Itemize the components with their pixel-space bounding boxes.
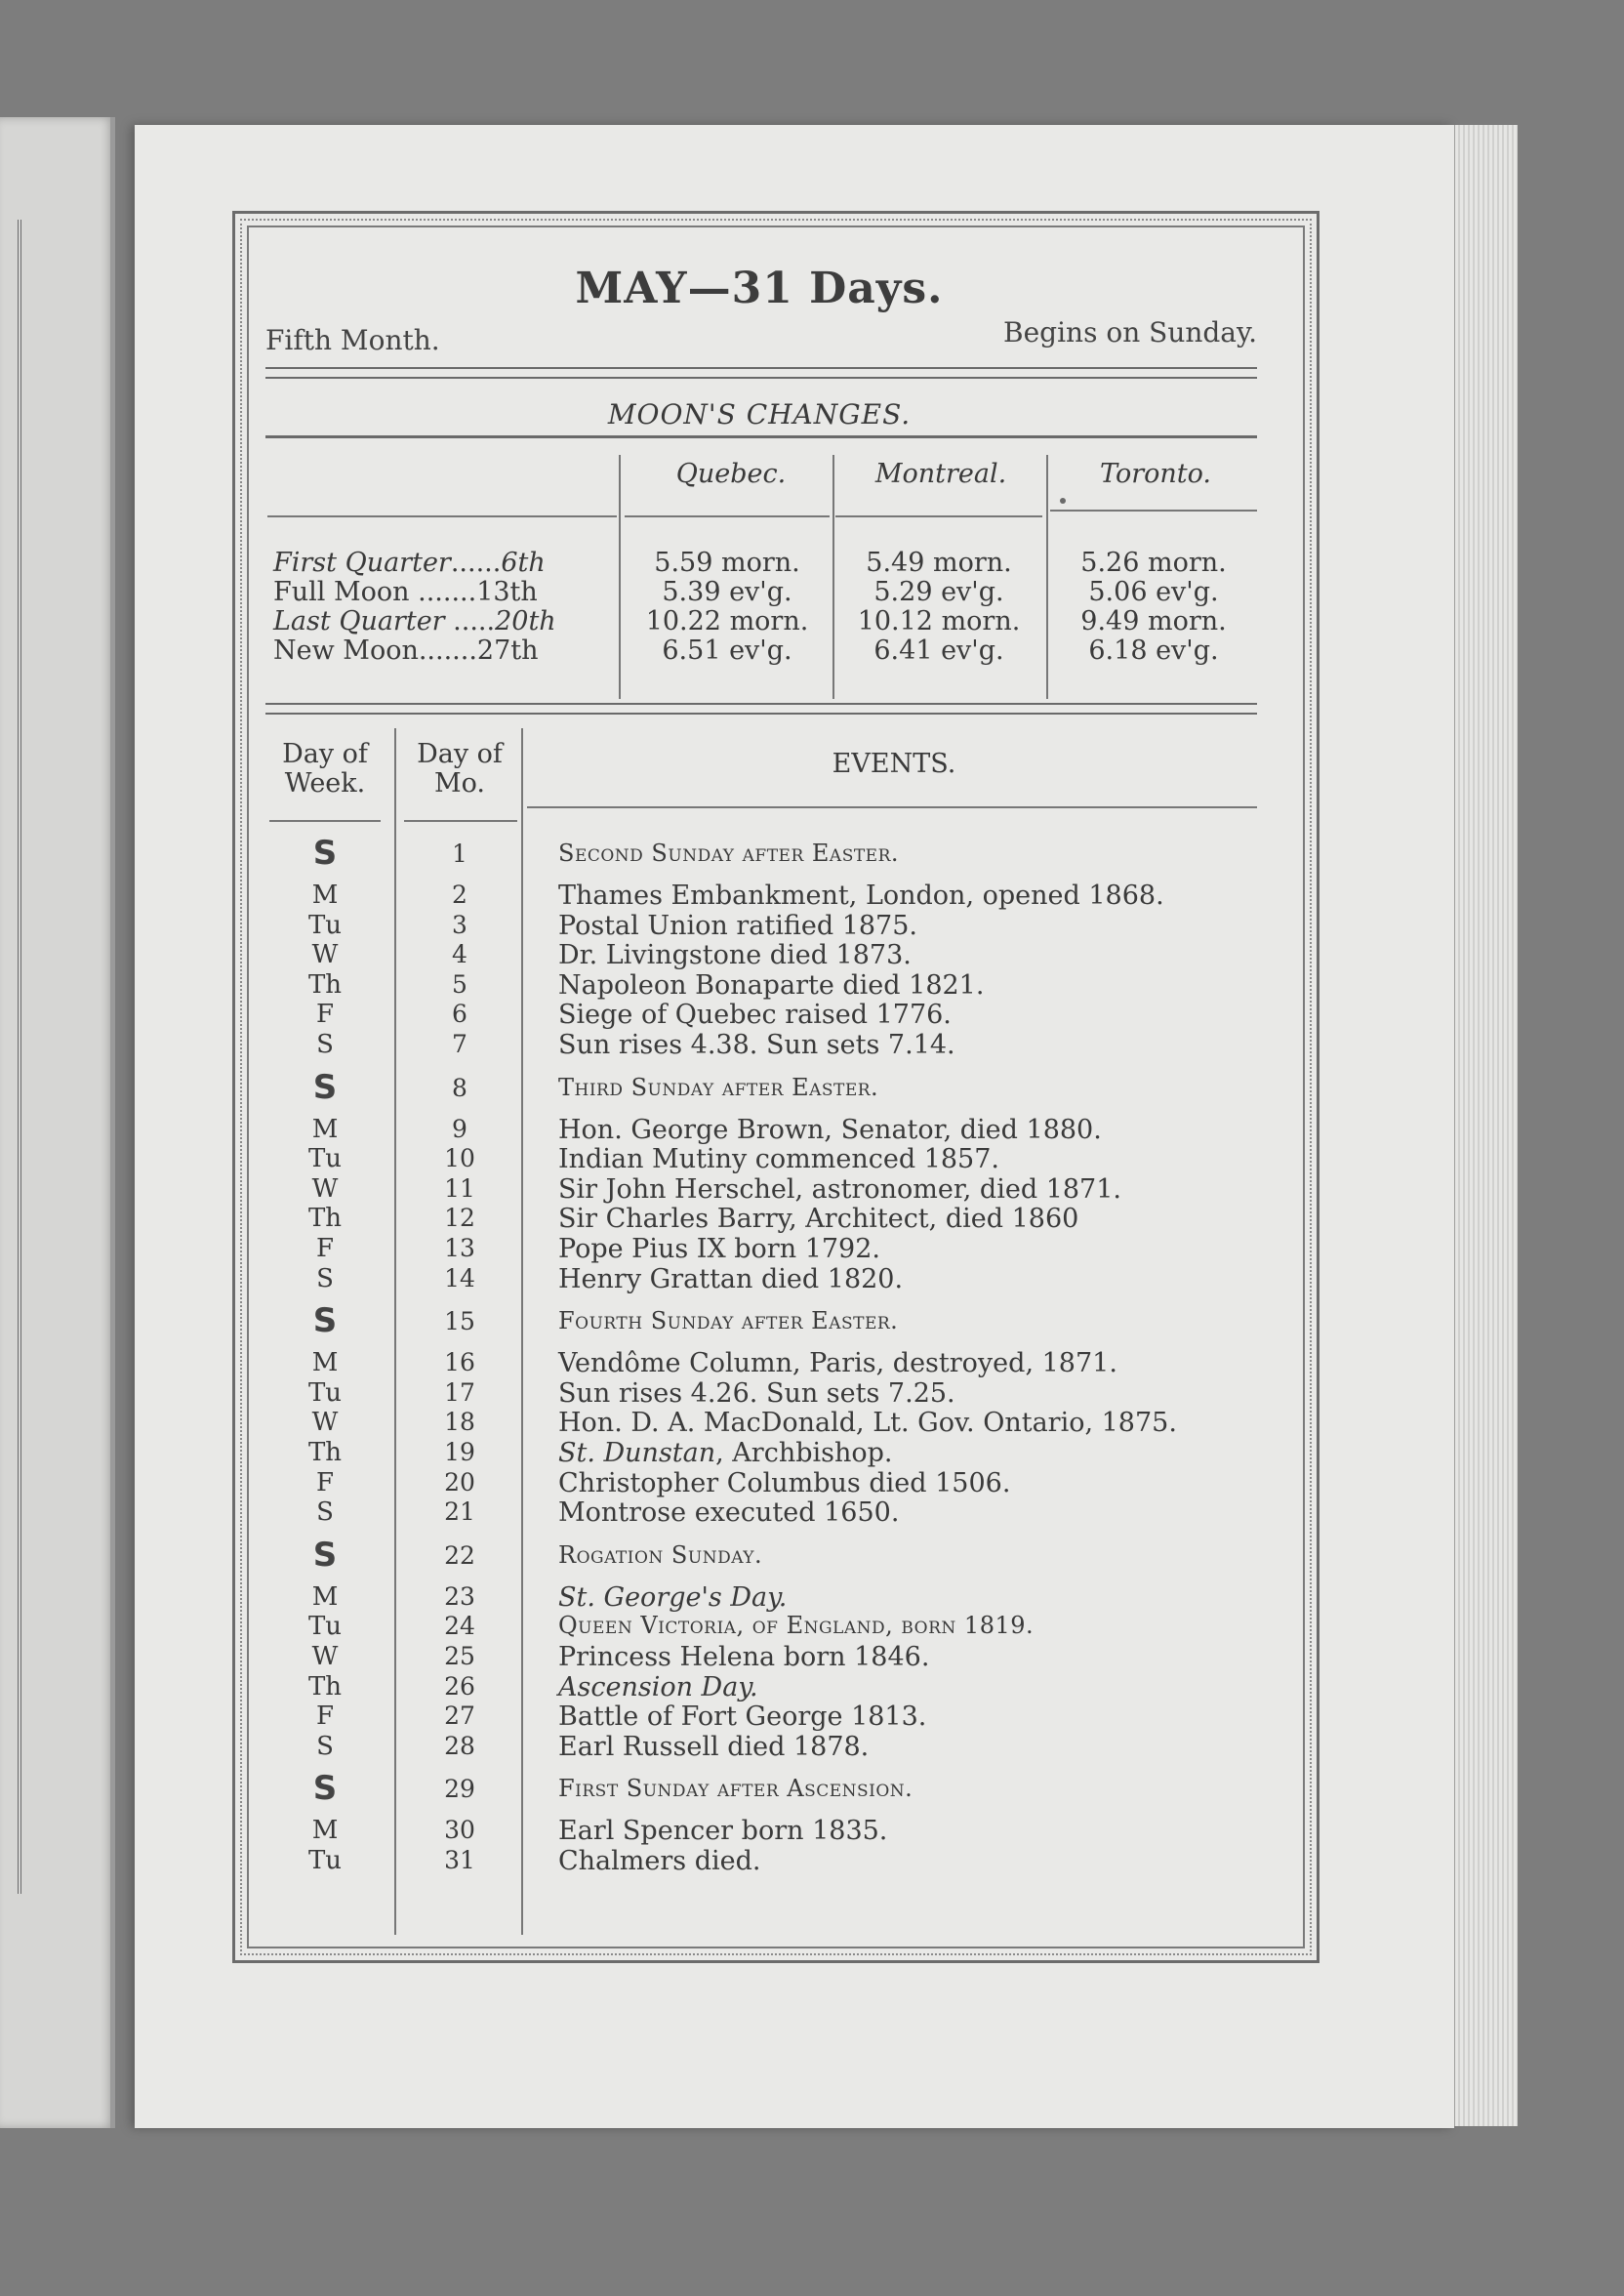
day-of-week: W bbox=[311, 940, 339, 969]
day-of-week: Th bbox=[307, 970, 343, 1000]
day-of-month: 20 bbox=[444, 1468, 475, 1496]
day-of-week: S bbox=[316, 1497, 334, 1527]
event-text: Second Sunday after Easter. bbox=[558, 840, 900, 867]
day-of-month: 15 bbox=[444, 1307, 475, 1335]
event-text: Henry Grattan died 1820. bbox=[558, 1264, 904, 1294]
dow-head-rule bbox=[269, 820, 381, 822]
quebec-time: 6.51 ev'g. bbox=[662, 636, 792, 666]
day-of-month: 5 bbox=[452, 970, 467, 999]
moon-phase-row bbox=[273, 578, 556, 607]
col-montreal: Montreal. bbox=[874, 459, 1007, 489]
event-text: Ascension Day. bbox=[558, 1672, 758, 1702]
day-of-week: F bbox=[315, 1234, 335, 1263]
montreal-time: 10.12 morn. bbox=[857, 606, 1021, 636]
day-of-week: M bbox=[311, 1348, 339, 1377]
event-text: Fourth Sunday after Easter. bbox=[558, 1307, 899, 1334]
day-of-month: 27 bbox=[444, 1702, 475, 1730]
day-of-month: 29 bbox=[444, 1775, 475, 1803]
phase-day: 20th bbox=[495, 606, 556, 636]
event-text: First Sunday after Ascension. bbox=[558, 1775, 914, 1802]
phase-label: New Moon bbox=[273, 636, 419, 666]
moon-toronto-rule bbox=[1050, 510, 1257, 512]
quebec-time: 5.59 morn. bbox=[654, 548, 800, 578]
toronto-time: 5.26 morn. bbox=[1080, 548, 1227, 578]
event-text: Dr. Livingstone died 1873. bbox=[558, 940, 912, 970]
toronto-time: 9.49 morn. bbox=[1080, 606, 1227, 636]
day-of-month: 25 bbox=[444, 1642, 475, 1670]
page-content bbox=[262, 254, 1257, 1952]
toronto-times bbox=[1050, 549, 1257, 666]
day-of-week: M bbox=[311, 881, 339, 910]
day-of-week: Th bbox=[307, 1204, 343, 1233]
phase-label: Full Moon bbox=[273, 577, 410, 607]
montreal-time: 5.49 morn. bbox=[866, 548, 1012, 578]
event-text: Vendôme Column, Paris, destroyed, 1871. bbox=[558, 1348, 1117, 1378]
phase-leader: ...... bbox=[450, 548, 502, 578]
phase-leader: ....... bbox=[418, 636, 477, 666]
header-rule bbox=[265, 367, 1257, 379]
day-of-month: 7 bbox=[452, 1030, 467, 1058]
col-events: EVENTS. bbox=[832, 749, 956, 779]
col-quebec: Quebec. bbox=[675, 459, 787, 489]
event-text: Chalmers died. bbox=[558, 1846, 761, 1876]
day-of-week: F bbox=[315, 1000, 335, 1029]
day-of-week: M bbox=[311, 1582, 339, 1612]
event-text: Princess Helena born 1846. bbox=[558, 1642, 930, 1672]
event-text: Earl Spencer born 1835. bbox=[558, 1816, 888, 1846]
day-of-month: 31 bbox=[444, 1846, 475, 1874]
event-text: Sun rises 4.38. Sun sets 7.14. bbox=[558, 1030, 955, 1060]
moon-divider-2 bbox=[832, 455, 834, 699]
moon-phase-row bbox=[273, 607, 556, 636]
day-of-week: M bbox=[311, 1816, 339, 1845]
day-of-week: S bbox=[316, 1030, 334, 1059]
moon-label-rule bbox=[267, 515, 617, 517]
day-of-week: S bbox=[316, 1732, 334, 1761]
quebec-time: 5.39 ev'g. bbox=[662, 577, 792, 607]
left-page-border bbox=[0, 220, 21, 1894]
day-of-week: Tu bbox=[307, 1612, 343, 1641]
phase-day: 13th bbox=[476, 577, 538, 607]
day-of-month: 6 bbox=[452, 1000, 467, 1028]
day-of-week: M bbox=[311, 1115, 339, 1144]
phase-leader: ..... bbox=[444, 606, 496, 636]
event-text: Napoleon Bonaparte died 1821. bbox=[558, 970, 985, 1001]
day-of-week: W bbox=[311, 1642, 339, 1671]
day-of-month: 19 bbox=[444, 1438, 475, 1466]
dom-head-rule bbox=[404, 820, 517, 822]
day-of-week: S bbox=[312, 1769, 338, 1808]
event-text: Queen Victoria, of England, born 1819. bbox=[558, 1612, 1035, 1639]
day-of-week: S bbox=[312, 1536, 338, 1575]
day-of-month: 4 bbox=[452, 940, 467, 968]
day-of-month: 23 bbox=[444, 1582, 475, 1611]
quebec-time: 10.22 morn. bbox=[645, 606, 809, 636]
moon-divider-3 bbox=[1046, 455, 1048, 699]
day-of-week: S bbox=[312, 1301, 338, 1340]
event-text: Christopher Columbus died 1506. bbox=[558, 1468, 1011, 1498]
moon-phase-labels bbox=[273, 549, 556, 666]
event-text: Postal Union ratified 1875. bbox=[558, 911, 917, 941]
page-stack-edges bbox=[1454, 125, 1518, 2126]
event-text: Hon. D. A. MacDonald, Lt. Gov. Ontario, 1875. bbox=[558, 1408, 1177, 1438]
moon-phase-row bbox=[273, 636, 556, 666]
day-of-month: 8 bbox=[452, 1074, 467, 1102]
day-of-week: F bbox=[315, 1468, 335, 1497]
moon-divider-1 bbox=[619, 455, 621, 699]
event-text: Thames Embankment, London, opened 1868. bbox=[558, 881, 1164, 911]
day-of-week: S bbox=[312, 834, 338, 873]
day-of-week: W bbox=[311, 1408, 339, 1437]
toronto-time: 6.18 ev'g. bbox=[1088, 636, 1219, 666]
moon-table-rule bbox=[265, 703, 1257, 715]
montreal-time: 6.41 ev'g. bbox=[873, 636, 1004, 666]
events-divider-1 bbox=[394, 728, 396, 1935]
phase-label: Last Quarter bbox=[273, 606, 445, 636]
phase-label: First Quarter bbox=[273, 548, 451, 578]
moon-heading-rule bbox=[265, 435, 1257, 438]
day-of-month: 22 bbox=[444, 1541, 475, 1570]
montreal-times bbox=[835, 549, 1042, 666]
left-page-edge bbox=[0, 117, 115, 2128]
day-of-week: Tu bbox=[307, 911, 343, 940]
toronto-time: 5.06 ev'g. bbox=[1088, 577, 1219, 607]
day-of-week: S bbox=[316, 1264, 334, 1293]
moon-quebec-rule bbox=[625, 515, 830, 517]
day-of-month: 12 bbox=[444, 1204, 475, 1232]
day-of-month: 17 bbox=[444, 1378, 475, 1407]
day-of-month: 11 bbox=[444, 1174, 475, 1203]
day-of-week: Tu bbox=[307, 1846, 343, 1875]
event-text: Pope Pius IX born 1792. bbox=[558, 1234, 880, 1264]
col-day-of-month: Day of Mo. bbox=[417, 739, 503, 799]
quebec-times bbox=[625, 549, 830, 666]
day-of-month: 16 bbox=[444, 1348, 475, 1376]
day-of-week: F bbox=[315, 1702, 335, 1731]
day-of-month: 18 bbox=[444, 1408, 475, 1436]
day-of-month: 3 bbox=[452, 911, 467, 939]
day-of-month: 1 bbox=[452, 840, 467, 868]
day-of-month: 28 bbox=[444, 1732, 475, 1760]
col-day-of-week: Day of Week. bbox=[282, 739, 368, 799]
phase-day: 27th bbox=[476, 636, 539, 666]
day-of-month: 9 bbox=[452, 1115, 467, 1143]
events-head-rule bbox=[527, 806, 1257, 808]
day-of-month: 21 bbox=[444, 1497, 475, 1526]
day-of-week: Th bbox=[307, 1672, 343, 1702]
print-speck bbox=[1060, 498, 1066, 504]
month-ordinal: Fifth Month. bbox=[265, 324, 440, 356]
day-of-week: Tu bbox=[307, 1378, 343, 1408]
phase-leader: ....... bbox=[409, 577, 477, 607]
phase-day: 6th bbox=[501, 548, 546, 578]
event-text: Hon. George Brown, Senator, died 1880. bbox=[558, 1115, 1102, 1145]
moon-montreal-rule bbox=[835, 515, 1042, 517]
moon-changes-heading: MOON'S CHANGES. bbox=[607, 398, 912, 430]
event-text: St. George's Day. bbox=[558, 1582, 788, 1613]
day-of-month: 30 bbox=[444, 1816, 475, 1844]
event-text: Indian Mutiny commenced 1857. bbox=[558, 1144, 999, 1174]
event-text: Battle of Fort George 1813. bbox=[558, 1702, 927, 1732]
event-text: St. Dunstan, Archbishop. bbox=[558, 1438, 893, 1468]
event-text: Sir Charles Barry, Architect, died 1860 bbox=[558, 1204, 1079, 1234]
day-of-month: 14 bbox=[444, 1264, 475, 1292]
montreal-time: 5.29 ev'g. bbox=[873, 577, 1004, 607]
event-text: Third Sunday after Easter. bbox=[558, 1074, 879, 1101]
month-start-day: Begins on Sunday. bbox=[1003, 316, 1257, 348]
day-of-month: 10 bbox=[444, 1144, 475, 1172]
moon-phase-row bbox=[273, 549, 556, 578]
day-of-month: 26 bbox=[444, 1672, 475, 1701]
day-of-week: W bbox=[311, 1174, 339, 1204]
event-text: Siege of Quebec raised 1776. bbox=[558, 1000, 952, 1030]
day-of-month: 13 bbox=[444, 1234, 475, 1262]
events-divider-2 bbox=[521, 728, 523, 1935]
page-title: MAY—31 Days. bbox=[575, 264, 944, 313]
col-toronto: Toronto. bbox=[1100, 459, 1211, 489]
day-of-month: 2 bbox=[452, 881, 467, 909]
day-of-week: Tu bbox=[307, 1144, 343, 1173]
event-text: Sun rises 4.26. Sun sets 7.25. bbox=[558, 1378, 955, 1409]
event-text: Earl Russell died 1878. bbox=[558, 1732, 870, 1762]
day-of-week: S bbox=[312, 1068, 338, 1107]
event-text: Rogation Sunday. bbox=[558, 1541, 763, 1569]
left-page-gutter bbox=[110, 117, 115, 2128]
event-text: Montrose executed 1650. bbox=[558, 1497, 900, 1528]
day-of-week: Th bbox=[307, 1438, 343, 1467]
event-text: Sir John Herschel, astronomer, died 1871. bbox=[558, 1174, 1121, 1205]
day-of-month: 24 bbox=[444, 1612, 475, 1640]
